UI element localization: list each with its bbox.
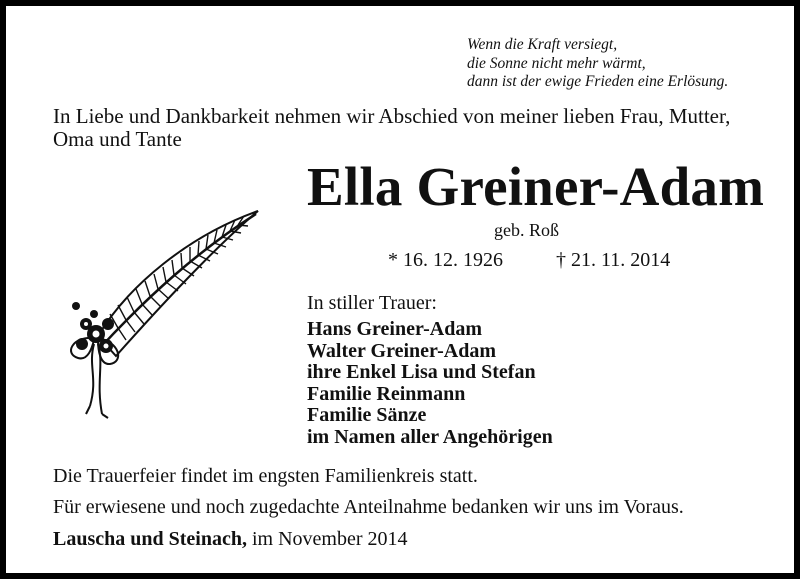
deceased-name: Ella Greiner-Adam	[307, 156, 765, 217]
signoff-date: im November 2014	[246, 528, 408, 550]
death-date: † 21. 11. 2014	[556, 249, 671, 271]
mourner-name: im Namen aller Angehörigen	[307, 425, 553, 448]
mourners-heading: In stiller Trauer:	[307, 292, 437, 314]
mourner-name: Hans Greiner-Adam	[307, 318, 482, 340]
mourner-name: ihre Enkel Lisa und Stefan	[307, 361, 536, 383]
poem-line: Wenn die Kraft versiegt,	[467, 36, 618, 53]
thanks-note: Für erwiesene und noch zugedachte Anteilnahme bedanken wir uns im Voraus.	[53, 496, 684, 518]
maiden-name: geb. Roß	[494, 220, 559, 240]
mourner-name: Walter Greiner-Adam	[307, 339, 497, 362]
birth-date: * 16. 12. 1926	[388, 249, 503, 271]
feather-with-bow-icon	[58, 206, 268, 421]
farewell-intro: In Liebe und Dankbarkeit nehmen wir Abschied von meiner lieben Frau, Mutter, Oma und Tante	[53, 104, 731, 151]
signoff-line	[53, 528, 408, 550]
memorial-poem	[467, 36, 728, 92]
poem-line: dann ist der ewige Frieden eine Erlösung.	[467, 73, 729, 90]
service-info: Die Trauerfeier findet im engsten Familienkreis statt.	[53, 465, 478, 487]
signoff-place: Lauscha und Steinach,	[53, 528, 247, 550]
mourners-list	[307, 319, 553, 448]
poem-line: die Sonne nicht mehr wärmt,	[467, 54, 646, 72]
mourner-name: Familie Reinmann	[307, 382, 466, 405]
mourner-name: Familie Sänze	[307, 404, 427, 426]
